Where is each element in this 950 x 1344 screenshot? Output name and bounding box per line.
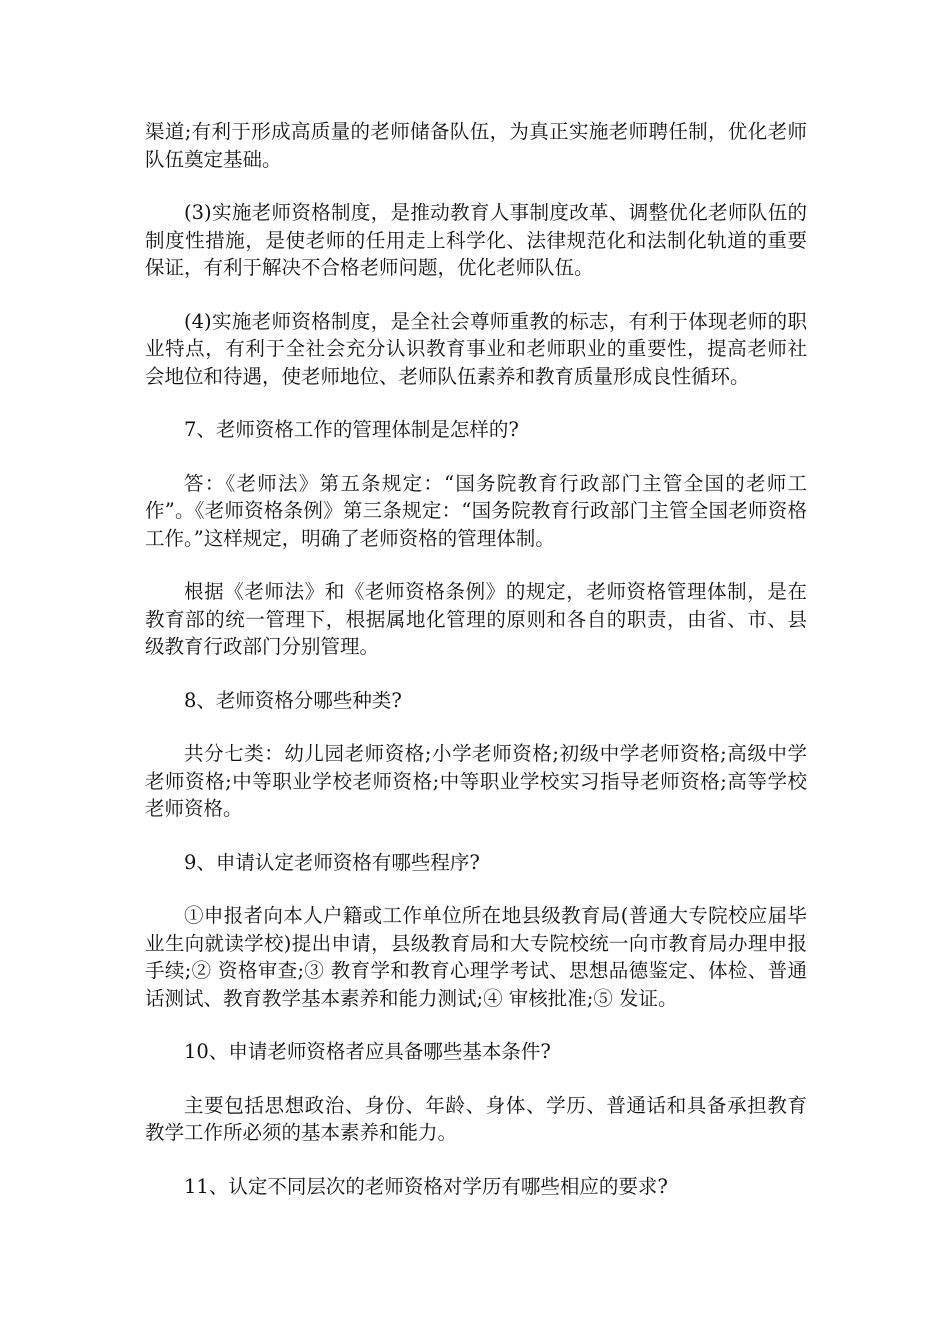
document-body [145, 118, 807, 1226]
answer-10-paragraph: 主要包括思想政治、身份、年龄、身体、学历、普通话和具备承担教育教学工作所必须的基本素养和能力。 [145, 1093, 807, 1144]
paragraph-point-3: (3)实施老师资格制度，是推动教育人事制度改革、调整优化老师队伍的制度性措施，是使老师的任用走上科学化、法律规范化和法制化轨道的重要保证，有利于解决不合格老师问题，优化老师队伍。 [145, 201, 807, 279]
answer-8-paragraph: 共分七类：幼儿园老师资格;小学老师资格;初级中学老师资格;高级中学老师资格;中等职业学校老师资格;中等职业学校实习指导老师资格;高等学校老师资格。 [145, 742, 807, 820]
paragraph-continuation: 渠道;有利于形成高质量的老师储备队伍，为真正实施老师聘任制，优化老师队伍奠定基础。 [145, 120, 807, 171]
question-11-heading: 11、认定不同层次的老师资格对学历有哪些相应的要求? [184, 1174, 668, 1198]
question-8-heading: 8、老师资格分哪些种类? [184, 688, 402, 712]
question-10-heading: 10、申请老师资格者应具备哪些基本条件? [184, 1040, 551, 1063]
answer-7-paragraph-2: 根据《老师法》和《老师资格条例》的规定，老师资格管理体制，是在教育部的统一管理下，根据属地化管理的原则和各自的职责，由省、市、县级教育行政部门分别管理。 [145, 580, 807, 658]
paragraph-point-4: (4)实施老师资格制度，是全社会尊师重教的标志，有利于体现老师的职业特点，有利于全社会充分认识教育事业和老师职业的重要性，提高老师社会地位和待遇，使老师地位、老师队伍素养和教育质量形成良性循环。 [145, 309, 807, 388]
question-7-heading: 7、老师资格工作的管理体制是怎样的? [184, 418, 519, 441]
answer-7-paragraph-1: 答：《老师法》第五条规定：“国务院教育行政部门主管全国的老师工作”。《老师资格条例》第三条规定：“国务院教育行政部门主管全国老师资格工作。”这样规定，明确了老师资格的管理体制。 [145, 471, 807, 550]
question-9-heading: 9、申请认定老师资格有哪些程序? [184, 850, 480, 874]
answer-9-paragraph: ①申报者向本人户籍或工作单位所在地县级教育局(普通大专院校应届毕业生向就读学校)提出申请，县级教育局和大专院校统一向市教育局办理申报手续;② 资格审查;③ 教育学和教育心理学考试、思想品德鉴定、体检、普通话测试、教育教学基本素养和能力测试;④ 审核批准;⑤ 发证。 [145, 904, 807, 1010]
